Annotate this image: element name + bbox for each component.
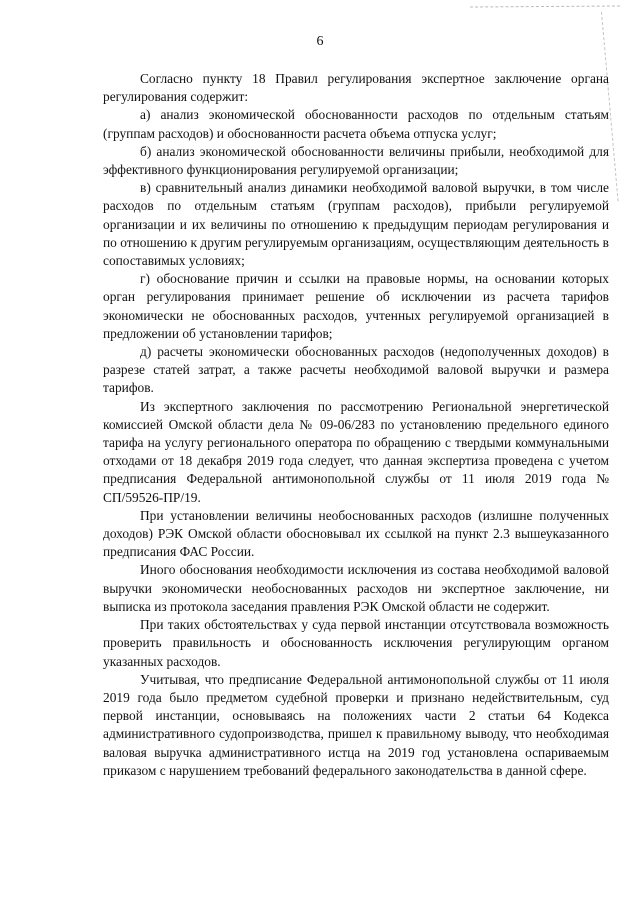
paragraph-item-b: б) анализ экономической обоснованности величины прибыли, необходимой для эффективного функционирования регулируемой организации;	[103, 143, 609, 178]
paragraph-unjustified-expenses: При установлении величины необоснованных расходов (излишне полученных доходов) РЭК Омской области обосновывал их ссылкой на пункт 2.3 вышеуказанного предписания ФАС России.	[103, 507, 609, 560]
paragraph-item-d: д) расчеты экономически обоснованных расходов (недополученных доходов) в разрезе статей затрат, а также расчеты необходимой валовой выручки и размера тарифов.	[103, 344, 609, 396]
paragraph-conclusion: Учитывая, что предписание Федеральной антимонопольной службы от 11 июля 2019 года было предметом судебной проверки и признано недействительным, суд первой инстанции, основываясь на положениях части 2 статьи 64 Кодекса административного судопроизводства, пришел к правильному выводу, что необходимая валовая выручка административного истца на 2019 год установлена оспариваемым приказом с нарушением требований федерального законодательства в данной сфере.	[103, 671, 609, 778]
paragraph-intro: Согласно пункту 18 Правил регулирования экспертное заключение органа регулирования содержит:	[103, 71, 609, 105]
scan-edge-mark	[470, 5, 620, 7]
paragraph-item-g: г) обоснование причин и ссылки на правовые нормы, на основании которых орган регулирования принимает решение об исключении из расчета тарифов экономически не обоснованных расходов, учтенных регулируемой организацией в предложении об установлении тарифов;	[103, 271, 609, 341]
document-body	[103, 70, 609, 780]
paragraph-no-justification: Иного обоснования необходимости исключения из состава необходимой валовой выручки экономически необоснованных расходов ни экспертное заключение, ни выписка из протокола заседания правления РЭК Омской области не содержит.	[103, 562, 609, 614]
paragraph-court-unable: При таких обстоятельствах у суда первой инстанции отсутствовала возможность проверить правильность и обоснованность исключения регулирующим органом указанных расходов.	[103, 617, 609, 669]
paragraph-item-a: а) анализ экономической обоснованности расходов по отдельным статьям (группам расходов) и обоснованности расчета объема отпуска услуг;	[103, 107, 609, 141]
page-number: 6	[316, 34, 324, 49]
paragraph-item-v: в) сравнительный анализ динамики необходимой валовой выручки, в том числе расходов по отдельным статьям (группам расходов), прибыли регулируемой организации и их величины по отношению к предыдущим периодам регулирования и по отношению к другим регулируемым организациям, осуществляющим деятельность в сопоставимых условиях;	[103, 180, 609, 269]
paragraph-expert-conclusion: Из экспертного заключения по рассмотрению Региональной энергетической комиссией Омской области дела № 09-06/283 по установлению предельного единого тарифа на услугу регионального оператора по обращению с твердыми коммунальными отходами от 18 декабря 2019 года следует, что данная экспертиза проведена с учетом предписания Федеральной антимонопольной службы от 11 июля 2019 года № СП/59526-ПР/19.	[103, 398, 609, 505]
